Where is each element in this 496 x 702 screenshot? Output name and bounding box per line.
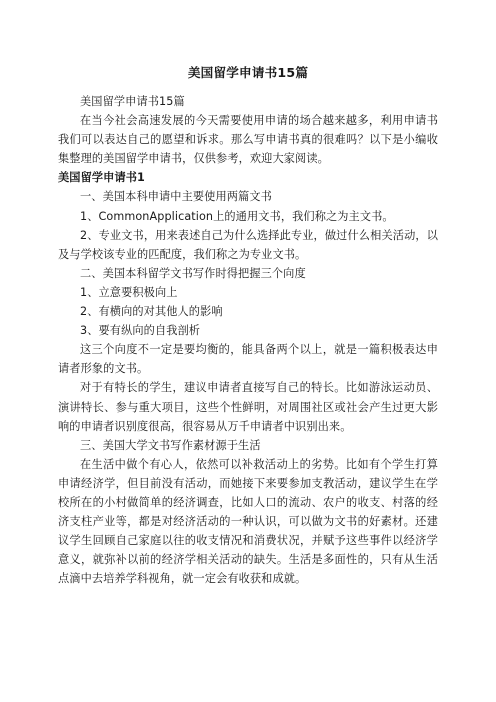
document-title: 美国留学申请书15篇 xyxy=(187,65,309,80)
body-paragraph: 3、要有纵向的自我剖析 xyxy=(80,324,201,338)
body-paragraph: 二、美国本科留学文书写作时得把握三个向度 xyxy=(80,266,306,280)
body-paragraph: 美国留学申请书15篇 xyxy=(80,95,185,108)
body-paragraph: 这三个向度不一定是要均衡的，能具备两个以上，就是一篇积极表达申请者形象的文书。 xyxy=(58,343,438,376)
document-body xyxy=(58,92,438,588)
body-paragraph: 1、CommonApplication上的通用文书，我们称之为主文书。 xyxy=(80,209,394,223)
body-paragraph: 1、立意要积极向上 xyxy=(80,285,178,299)
body-paragraph: 在当今社会高速发展的今天需要使用申请的场合越来越多，利用申请书我们可以表达自己的愿望和诉求。那么写申请书真的很难吗？以下是小编收集整理的美国留学申请书，仅供参考，欢迎大家阅读。 xyxy=(58,114,438,166)
body-paragraph: 2、专业文书，用来表述自己为什么选择此专业，做过什么相关活动，以及与学校该专业的匹配度，我们称之为专业文书。 xyxy=(58,228,438,261)
body-paragraph: 一、美国本科申请中主要使用两篇文书 xyxy=(80,190,272,204)
section-heading: 美国留学申请书1 xyxy=(58,171,145,185)
body-paragraph: 2、有横向的对其他人的影响 xyxy=(80,305,223,319)
body-paragraph: 在生活中做个有心人，依然可以补救活动上的劣势。比如有个学生打算申请经济学，但目前没有活动，而她接下来要参加支教活动，建议学生在学校所在的小村做简单的经济调查，比如人口的流动、农户的收支、村落的经济支柱产业等，都是对经济活动的一种认识，可以做为文书的好素材。还建议学生回顾自己家庭以往的收支情况和消费状况，并赋予这些事件以经济学意义，就弥补以前的经济学相关活动的缺失。生活是多面性的，只有从生活点滴中去培养学科视角，就一定会有收获和成就。 xyxy=(58,457,438,586)
body-paragraph: 三、美国大学文书写作素材源于生活 xyxy=(80,438,261,452)
body-paragraph: 对于有特长的学生，建议申请者直接写自己的特长。比如游泳运动员、演讲特长、参与重大项目，这些个性鲜明，对周围社区或社会产生过更大影响的申请者识别度很高，很容易从万千申请者中识别出来。 xyxy=(58,381,438,433)
